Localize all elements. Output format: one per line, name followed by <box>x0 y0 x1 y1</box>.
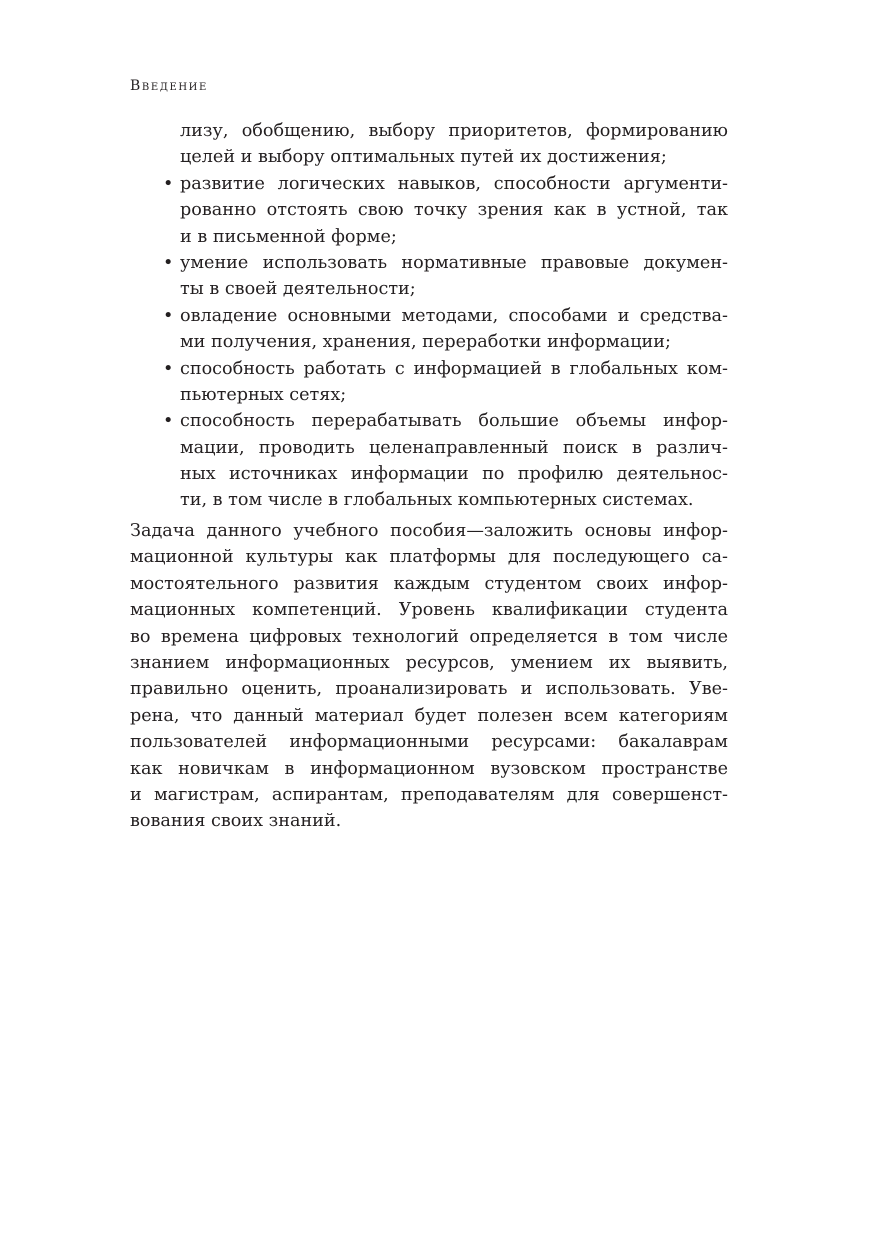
list-item-line: целей и выбору оптимальных путей их достижения; <box>180 147 667 168</box>
paragraph-line: мационных компетенций. Уровень квалификации студента <box>130 600 728 621</box>
paragraph-line: как новичкам в информационном вузовском пространстве <box>130 758 728 779</box>
list-item-line: и в письменной форме; <box>180 226 397 247</box>
list-item-line: • умение использовать нормативные правовые докумен- <box>158 250 728 276</box>
paragraph-line: знанием информационных ресурсов, умением их выявить, <box>130 652 728 673</box>
list-item-line: рованно отстоять свою точку зрения как в устной, так <box>180 200 728 221</box>
bullet-list <box>158 118 728 514</box>
list-item-line: • способность работать с информацией в глобальных ком- <box>158 356 728 382</box>
bullet-icon: • <box>163 173 174 194</box>
body-paragraph <box>130 518 728 835</box>
running-head: Введение <box>130 78 208 94</box>
list-item-line: ты в своей деятельности; <box>180 279 416 300</box>
list-item-line: лизу, обобщению, выбору приоритетов, формированию <box>180 121 728 141</box>
paragraph-line: во времена цифровых технологий определяется в том числе <box>130 626 728 647</box>
paragraph-line: мостоятельного развития каждым студентом своих инфор- <box>130 573 728 594</box>
paragraph-line: вования своих знаний. <box>130 811 342 832</box>
paragraph-line: правильно оценить, проанализировать и использовать. Уве- <box>130 679 728 700</box>
paragraph-line: рена, что данный материал будет полезен всем категориям <box>130 705 728 726</box>
paragraph-line: Задача данного учебного пособия—заложить основы инфор- <box>130 521 728 541</box>
paragraph-line: и магистрам, аспирантам, преподавателям для совершенст- <box>130 784 728 805</box>
list-item <box>158 408 728 514</box>
list-item-line: ти, в том числе в глобальных компьютерных системах. <box>180 490 694 511</box>
bullet-icon: • <box>163 411 174 432</box>
list-item-line: мации, проводить целенаправленный поиск в различ- <box>180 437 728 458</box>
list-item-line: ми получения, хранения, переработки информации; <box>180 332 671 353</box>
bullet-icon: • <box>163 305 174 326</box>
paragraph-line: мационной культуры как платформы для последующего са- <box>130 547 728 568</box>
list-item-line: пьютерных сетях; <box>180 384 347 405</box>
list-item <box>158 356 728 409</box>
list-item <box>158 118 728 171</box>
list-item <box>158 171 728 250</box>
bullet-icon: • <box>163 252 174 273</box>
paragraph-line: пользователей информационными ресурсами: бакалаврам <box>130 732 728 753</box>
list-item-line: • способность перерабатывать большие объемы инфор- <box>158 408 728 434</box>
list-item-line: • овладение основными методами, способами и средства- <box>158 303 728 329</box>
list-item <box>158 303 728 356</box>
bullet-icon: • <box>163 358 174 379</box>
list-item-line: • развитие логических навыков, способности аргументи- <box>158 171 728 197</box>
list-item-line: ных источниках информации по профилю деятельнос- <box>180 464 728 485</box>
list-item <box>158 250 728 303</box>
